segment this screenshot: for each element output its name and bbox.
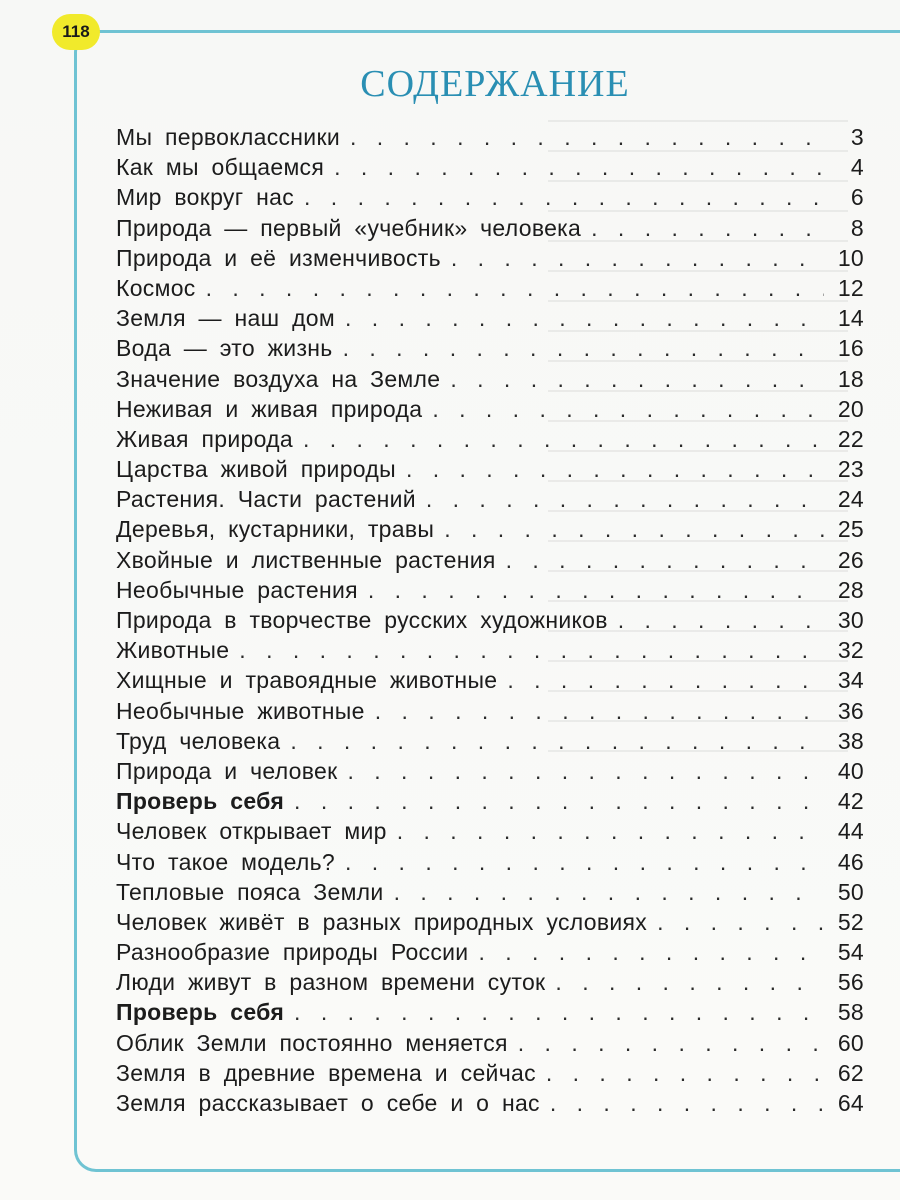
toc-entry-title: Природа в творчестве русских художников xyxy=(116,607,608,633)
toc-entry-page: 34 xyxy=(837,667,864,694)
dot-leader xyxy=(304,184,824,211)
toc-entry[interactable] xyxy=(116,154,864,184)
toc-entry-page: 54 xyxy=(837,939,864,966)
toc-entry-title: Царства живой природы xyxy=(116,456,396,483)
toc-entry[interactable] xyxy=(116,728,864,758)
toc-entry-page: 6 xyxy=(850,184,864,211)
toc-entry[interactable] xyxy=(116,879,864,909)
toc-entry[interactable] xyxy=(116,245,864,275)
toc-entry-title: Мы первоклассники xyxy=(116,124,340,150)
toc-entry[interactable] xyxy=(116,366,864,396)
dot-leader xyxy=(345,305,824,332)
toc-entry-title: Вода — это жизнь xyxy=(116,335,333,362)
toc-entry-page: 12 xyxy=(837,274,864,301)
dot-leader xyxy=(506,547,824,574)
toc-entry-page: 18 xyxy=(837,365,864,392)
toc-entry-page: 20 xyxy=(837,395,864,422)
dot-leader xyxy=(618,607,824,634)
toc-entry-title: Земля рассказывает о себе и о нас xyxy=(116,1090,540,1116)
dot-leader xyxy=(451,245,824,272)
toc-entry-page: 24 xyxy=(837,486,864,513)
dot-leader xyxy=(334,154,824,181)
toc-entry[interactable] xyxy=(116,516,864,546)
toc-entry[interactable] xyxy=(116,305,864,335)
dot-leader xyxy=(347,758,824,785)
toc-entry-title: Значение воздуха на Земле xyxy=(116,365,441,392)
dot-leader xyxy=(375,698,824,725)
toc-entry-title: Как мы общаемся xyxy=(116,154,325,181)
toc-entry[interactable] xyxy=(116,849,864,879)
toc-entry-title: Природа и человек xyxy=(116,757,338,784)
toc-entry-title: Тепловые пояса Земли xyxy=(116,878,384,905)
dot-leader xyxy=(550,1090,824,1117)
dot-leader xyxy=(343,335,824,362)
dot-leader xyxy=(478,939,824,966)
toc-entry[interactable] xyxy=(116,1060,864,1090)
toc-entry[interactable] xyxy=(116,939,864,969)
toc-entry-title: Человек живёт в разных природных условиях xyxy=(116,908,648,935)
toc-entry-page: 44 xyxy=(837,818,864,845)
dot-leader xyxy=(518,1030,824,1057)
toc-entry-page: 28 xyxy=(837,576,864,603)
toc-entry[interactable] xyxy=(116,124,864,154)
toc-entry-page: 60 xyxy=(837,1029,864,1056)
dot-leader xyxy=(290,728,824,755)
toc-entry-title: Хвойные и лиственные растения xyxy=(116,546,496,573)
toc-entry-page: 23 xyxy=(837,456,864,483)
dot-leader xyxy=(591,215,824,242)
toc-entry[interactable] xyxy=(116,275,864,305)
toc-entry-page: 52 xyxy=(837,908,864,935)
dot-leader xyxy=(444,516,824,543)
toc-entry-page: 30 xyxy=(837,607,864,633)
toc-entry[interactable] xyxy=(116,486,864,516)
toc-entry-title: Люди живут в разном времени суток xyxy=(116,969,546,996)
toc-entry-page: 42 xyxy=(837,788,864,815)
toc-entry-page: 26 xyxy=(837,546,864,573)
toc-entry-page: 38 xyxy=(837,727,864,754)
toc-entry-title: Необычные животные xyxy=(116,697,365,724)
toc-entry-title: Космос xyxy=(116,274,196,301)
toc-entry-page: 62 xyxy=(837,1059,864,1086)
toc-entry[interactable] xyxy=(116,969,864,999)
toc-entry-title: Живая природа xyxy=(116,425,293,452)
dot-leader xyxy=(394,879,824,906)
toc-entry[interactable] xyxy=(116,215,864,245)
toc-entry-title: Животные xyxy=(116,637,230,664)
toc-entry[interactable] xyxy=(116,426,864,456)
toc-entry[interactable] xyxy=(116,698,864,728)
dot-leader xyxy=(507,667,824,694)
dot-leader xyxy=(239,637,824,664)
toc-entry-page: 36 xyxy=(837,697,864,724)
dot-leader xyxy=(345,849,824,876)
toc-entry-title: Что такое модель? xyxy=(116,848,335,875)
dot-leader xyxy=(397,818,824,845)
toc-entry[interactable] xyxy=(116,577,864,607)
toc-entry-title: Неживая и живая природа xyxy=(116,395,423,422)
toc-entry-title: Проверь себя xyxy=(116,788,285,815)
toc-entry[interactable] xyxy=(116,456,864,486)
dot-leader xyxy=(206,275,824,302)
dot-leader xyxy=(368,577,824,604)
toc-entry-title: Необычные растения xyxy=(116,576,358,603)
toc-entry[interactable] xyxy=(116,637,864,667)
toc-entry-page: 50 xyxy=(837,878,864,905)
toc-entry-page: 25 xyxy=(837,516,864,543)
toc-entry[interactable] xyxy=(116,547,864,577)
toc-entry[interactable] xyxy=(116,788,864,818)
toc-entry-title: Природа и её изменчивость xyxy=(116,244,441,271)
table-of-contents xyxy=(116,124,864,1120)
toc-entry-page: 56 xyxy=(837,969,864,996)
toc-entry-title: Природа — первый «учебник» человека xyxy=(116,214,582,241)
toc-entry-title: Проверь себя xyxy=(116,999,285,1026)
dot-leader xyxy=(450,366,824,393)
dot-leader xyxy=(546,1060,824,1087)
toc-entry-page: 32 xyxy=(837,637,864,664)
dot-leader xyxy=(426,486,824,513)
page-title: СОДЕРЖАНИЕ xyxy=(360,63,630,105)
dot-leader xyxy=(303,426,824,453)
dot-leader xyxy=(406,456,824,483)
toc-entry-page: 58 xyxy=(837,999,864,1026)
toc-entry-title: Деревья, кустарники, травы xyxy=(116,516,435,543)
dot-leader xyxy=(555,969,824,996)
dot-leader xyxy=(294,999,824,1026)
toc-entry[interactable] xyxy=(116,396,864,426)
toc-entry[interactable] xyxy=(116,335,864,365)
toc-entry-title: Земля — наш дом xyxy=(116,305,336,332)
toc-entry[interactable] xyxy=(116,1030,864,1060)
toc-entry[interactable] xyxy=(116,1090,864,1120)
toc-entry[interactable] xyxy=(116,818,864,848)
toc-entry[interactable] xyxy=(116,909,864,939)
toc-entry[interactable] xyxy=(116,184,864,214)
toc-entry-title: Облик Земли постоянно меняется xyxy=(116,1029,508,1056)
toc-entry-title: Мир вокруг нас xyxy=(116,184,295,211)
dot-leader xyxy=(294,788,824,815)
dot-leader xyxy=(657,909,824,936)
toc-entry[interactable] xyxy=(116,999,864,1029)
toc-entry-title: Человек открывает мир xyxy=(116,818,387,845)
toc-entry[interactable] xyxy=(116,758,864,788)
toc-entry-page: 3 xyxy=(850,124,864,150)
page-number-badge: 118 xyxy=(52,14,100,50)
toc-entry-page: 46 xyxy=(837,848,864,875)
toc-entry-page: 4 xyxy=(850,154,864,181)
toc-entry-title: Хищные и травоядные животные xyxy=(116,667,498,694)
toc-entry-page: 40 xyxy=(837,757,864,784)
toc-entry-page: 16 xyxy=(837,335,864,362)
toc-entry[interactable] xyxy=(116,667,864,697)
toc-entry-title: Разнообразие природы России xyxy=(116,939,469,966)
dot-leader xyxy=(432,396,824,423)
toc-entry-page: 14 xyxy=(837,305,864,332)
dot-leader xyxy=(350,124,824,151)
toc-entry-page: 10 xyxy=(837,244,864,271)
toc-entry-page: 22 xyxy=(837,425,864,452)
toc-entry-title: Труд человека xyxy=(116,727,281,754)
toc-entry[interactable] xyxy=(116,607,864,637)
toc-entry-page: 64 xyxy=(837,1090,864,1116)
toc-entry-page: 8 xyxy=(850,214,864,241)
toc-entry-title: Земля в древние времена и сейчас xyxy=(116,1059,536,1086)
toc-entry-title: Растения. Части растений xyxy=(116,486,416,513)
